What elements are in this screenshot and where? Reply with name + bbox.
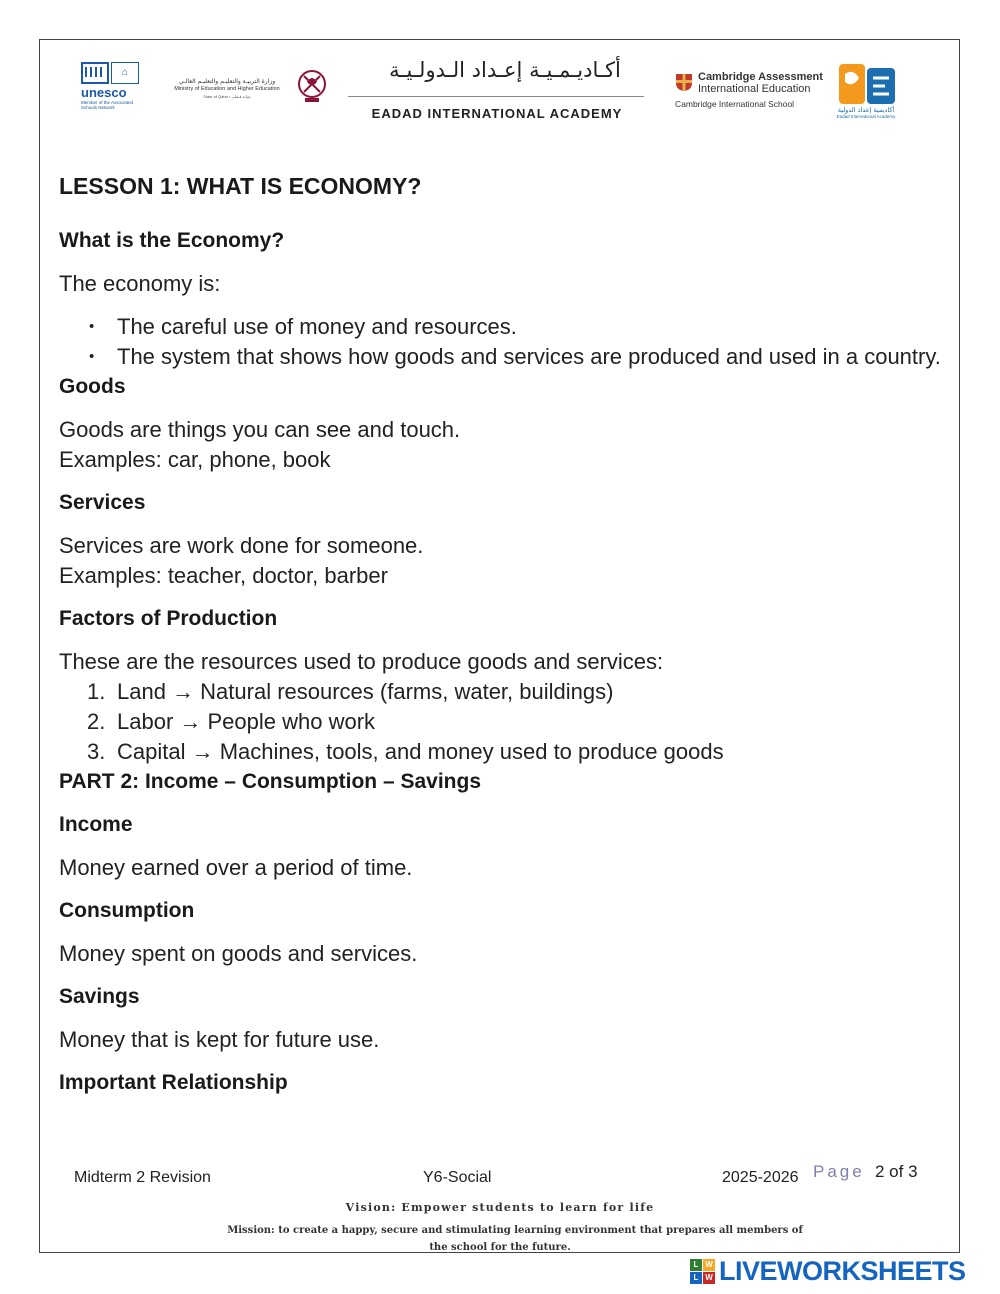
income-definition: Money earned over a period of time. [59,855,413,880]
unesco-network-icon: ⌂ [111,62,139,84]
goods-examples: Examples: car, phone, book [59,447,331,472]
eadad-logo [829,62,903,120]
footer-year: 2025-2026 [722,1169,799,1186]
services-examples: Examples: teacher, doctor, barber [59,563,388,588]
academy-divider [348,96,644,97]
factors-heading: Factors of Production [59,607,278,630]
block-letter: W [703,1272,715,1284]
ministry-name-english: Ministry of Education and Higher Education [174,86,280,92]
economy-heading: What is the Economy? [59,229,285,252]
services-heading: Services [59,491,146,514]
consumption-heading: Consumption [59,899,195,922]
footer-title: Midterm 2 Revision [74,1169,211,1186]
lesson-title: LESSON 1: WHAT IS ECONOMY? [59,173,422,199]
academy-name-arabic: أكـاديـمـيـة إعـداد الـدولـيـة [389,58,621,82]
factor-text: Labor → People who work [117,709,376,734]
eadad-name-english: Eadad International Academy [836,114,896,119]
footer-subject: Y6-Social [423,1169,492,1186]
cambridge-line3: Cambridge International School [675,99,795,109]
goods-heading: Goods [59,375,126,398]
cambridge-logo [674,71,824,113]
unesco-name: unesco [81,85,127,100]
list-number: 3. [87,739,106,764]
part2-heading: PART 2: Income – Consumption – Savings [59,770,482,793]
ministry-name-arabic: وزارة التربيـة والتعليـم والتعليـم العالـي [178,78,276,85]
list-number: 2. [87,709,106,734]
list-item: • The system that shows how goods and services are produced and used in a country. [117,342,949,372]
lesson-content [59,168,949,1111]
unesco-temple-icon [81,62,109,84]
list-item [87,677,949,707]
qatar-emblem-icon [295,68,329,104]
list-item: • The careful use of money and resources. [117,312,949,342]
block-letter: L [690,1272,702,1284]
eadad-emblem-icon [837,62,897,106]
services-definition: Services are work done for someone. [59,533,424,558]
list-number: 1. [87,679,106,704]
unesco-logo [81,62,147,118]
consumption-definition: Money spent on goods and services. [59,941,418,966]
list-item [87,707,949,737]
ministry-logo [163,66,333,106]
page-number: 2 of 3 [875,1162,918,1181]
list-item [87,737,949,767]
economy-intro: The economy is: [59,271,221,296]
savings-definition: Money that is kept for future use. [59,1027,380,1052]
liveworksheets-watermark [690,1256,966,1286]
factors-list [59,677,949,767]
factors-intro: These are the resources used to produce goods and services: [59,649,664,674]
page-label: Page [813,1162,865,1181]
goods-definition: Goods are things you can see and touch. [59,417,461,442]
factor-text: Land → Natural resources (farms, water, buildings) [117,679,614,704]
vision-statement: Vision: Empower students to learn for life [345,1201,655,1214]
factor-text: Capital → Machines, tools, and money used to produce goods [117,739,724,764]
eadad-name-arabic: أكاديمية إعداد الدولية [837,106,895,114]
savings-heading: Savings [59,985,140,1008]
academy-name-english: EADAD INTERNATIONAL ACADEMY [371,106,623,121]
economy-bullet-list [59,312,949,372]
block-letter: W [703,1259,715,1271]
mission-statement-line1: Mission: to create a happy, secure and stimulating learning environment that prepares all members of [227,1225,803,1236]
mission-statement-line2: the school for the future. [429,1242,571,1253]
cambridge-line1: Cambridge Assessment [698,71,823,83]
ministry-state: State of Qatar • دولـة قـطـر [203,94,251,99]
cambridge-line2: International Education [698,83,811,95]
liveworksheets-text: LIVEWORKSHEETS [719,1255,966,1286]
cambridge-shield-icon [674,72,694,92]
unesco-subtitle: Member of the Associated Schools Network [81,100,134,110]
income-heading: Income [59,813,133,836]
block-letter: L [690,1259,702,1271]
relationship-heading: Important Relationship [59,1071,288,1094]
liveworksheets-blocks-icon [690,1259,715,1284]
